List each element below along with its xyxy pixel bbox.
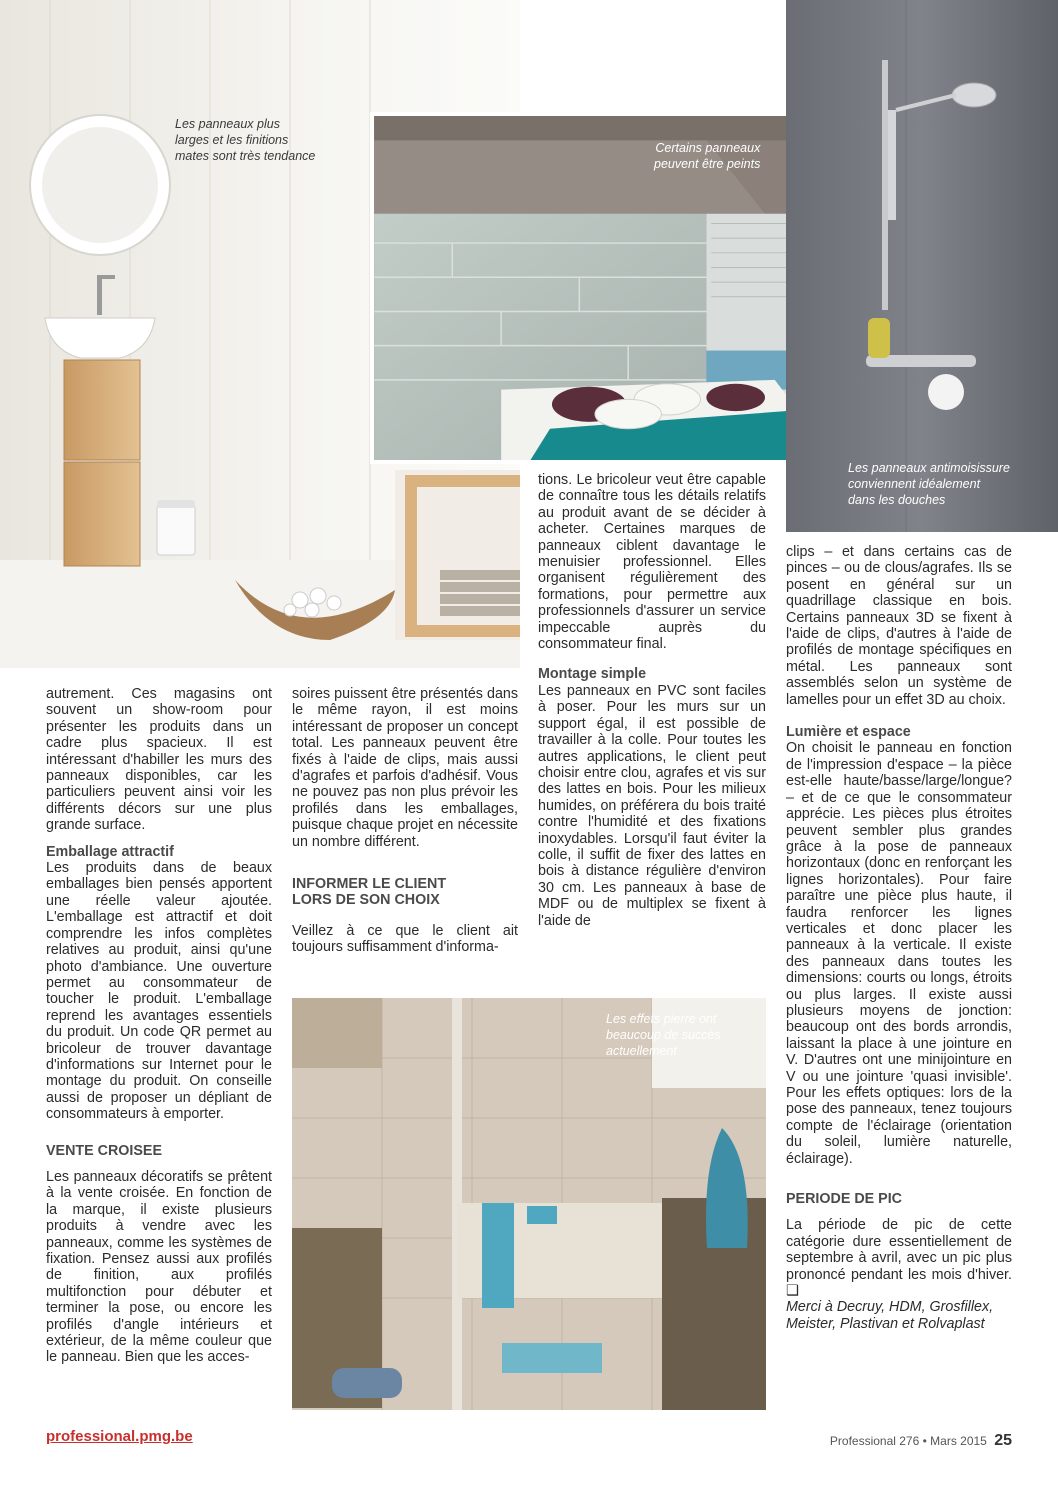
subheading-lumiere: Lumière et espace	[786, 724, 911, 741]
photo-shower	[786, 0, 1058, 532]
section-heading-periode: PERIODE DE PIC	[786, 1191, 902, 1208]
paragraph: clips – et dans certains cas de pinces – ou de clous/agrafes. Ils se posent en général sur un quadrillage classique en bois. Certains panneaux 3D se fixent à l'aide de clips, d'autres à l'aide de profilés de montage spécifiques en métal. Les panneaux sont assemblés selon un système de lamelles pour un effet 3D au choix.	[786, 544, 1012, 708]
credits: Merci à Decruy, HDM, Grosfillex, Meister, Plastivan et Rolvaplast	[786, 1299, 994, 1332]
subheading-montage: Montage simple	[538, 666, 647, 683]
paragraph: autrement. Ces magasins ont souvent un show-room pour présenter les produits dans un cadre plus spacieux. Il est intéressant d'habiller les murs des panneaux disponibles, car les particuliers peuvent ainsi voir les différents décors sur une plus grande surface.	[46, 686, 272, 834]
paragraph: tions. Le bricoleur veut être capable de connaître tous les détails relatifs au produit avant de se décider à acheter. Certaines marques de panneaux ciblent davantage le menuisier professionnel. Elles organisent régulièrement des formations, pour permettre aux professionnels d'assurer un service impeccable auprès du consommateur final.	[538, 472, 766, 653]
paragraph: soires puissent être présentés dans le même rayon, il est moins intéressant de proposer un concept total. Les panneaux peuvent être fixés à l'aide de clips, mais aussi d'agrafes et parfois d'adhésif. Vous ne pouvez pas non plus prévoir les profilés dans les emballages, puisque chaque projet en nécessite un nombre différent.	[292, 686, 518, 850]
footer-site-url[interactable]: professional.pmg.be	[46, 1428, 193, 1445]
paragraph: On choisit le panneau en fonction de l'impression d'espace – la pièce est-elle haute/basse/large/longue? – et de ce que le consommateur apprécie. Les pièces plus étroites peuvent sembler plus grandes grâce à la pose de panneaux horizontaux (donc en renforçant les lignes horizontales). Pour faire paraître une pièce plus haute, il faudra renforcer les lignes verticales et donc placer les panneaux à la verticale. Il existe des panneaux dans toutes les dimensions: courts ou longs, étroits ou plus larges. Il existe aussi plusieurs moyens de jonction: beaucoup ont des bords arrondis, laissant la place à une jointure en V. D'autres ont une minijointure en V ou une jointure 'quasi invisible'. Pour les effets optiques: lors de la pose des panneaux, tenez toujours compte de l'éclairage (orientation du soleil, lumière naturelle, éclairage).	[786, 740, 1012, 1167]
paragraph: Les panneaux en PVC sont faciles à poser. Pour les murs sur un support égal, il est possible de travailler à la colle. Pour toutes les autres applications, le client peut choisir entre clou, agrafes et vis sur des lattes en bois. Pour les milieux humides, on préférera du bois traité contre l'humidité et des fixations inoxydables. Lorsqu'il faut éviter la colle, il suffit de fixer des lattes en bois à distance régulière d'environ 30 cm. Les panneaux à base de MDF ou de multiplex se fixent à l'aide de	[538, 682, 766, 929]
section-heading-informer: INFORMER LE CLIENT LORS DE SON CHOIX	[292, 876, 447, 909]
photo-stone-bathroom	[292, 998, 766, 1410]
end-mark-icon: ❑	[786, 1283, 799, 1300]
section-heading-vente-croisee: VENTE CROISEE	[46, 1142, 162, 1159]
paragraph: Les produits dans de beaux emballages bien pensés apportent une réelle valeur ajoutée. L'emballage est attractif et doit comprendre les infos complètes relatives au produit, ainsi qu'une photo d'ambiance. Une ouverture permet au consommateur de toucher le produit. L'emballage reprend les avantages essentiels du produit. Un code QR permet au bricoleur de trouver davantage d'informations sur Internet pour le montage du produit. On conseille aussi de proposer un dépliant de consommateurs à emporter.	[46, 860, 272, 1123]
caption-stone: Les effets pierre ont beaucoup de succès actuellement	[606, 1012, 721, 1058]
footer-issue	[830, 1432, 1012, 1450]
text-column-2	[292, 686, 518, 956]
footer-issue-label: Professional 276 • Mars 2015	[829, 1434, 987, 1448]
shower-illustration	[786, 0, 1058, 532]
stone-bathroom-illustration	[292, 998, 766, 1410]
subheading-emballage: Emballage attractif	[46, 843, 174, 860]
photo-bedroom	[370, 112, 818, 464]
caption-shower: Les panneaux antimoisissure conviennent idéalement dans les douches	[848, 461, 1010, 507]
paragraph: La période de pic de cette catégorie dure essentiellement de septembre à avril, avec un pic plus prononcé pendant les mois d'hiver. ❑	[786, 1217, 1012, 1300]
text-column-1	[46, 686, 272, 1366]
paragraph: Veillez à ce que le client ait toujours suffisamment d'informa-	[292, 922, 518, 956]
paragraph: Les panneaux décoratifs se prêtent à la vente croisée. En fonction de la marque, il existe plusieurs produits à vendre avec les panneaux, comme les systèmes de fixation. Pensez aussi aux profilés de finition, aux profilés multifonction pour débuter et terminer la pose, ou encore les profilés d'angle intérieurs et extérieur, de la même couleur que le panneau. Bien que les acces-	[46, 1168, 272, 1366]
text-column-4	[786, 544, 1012, 1332]
caption-basin: Les panneaux plus larges et les finitions mates sont très tendance	[175, 117, 316, 163]
text-column-3	[538, 472, 766, 929]
caption-bedroom: Certains panneaux peuvent être peints	[654, 141, 761, 171]
page-number: 25	[994, 1432, 1012, 1449]
